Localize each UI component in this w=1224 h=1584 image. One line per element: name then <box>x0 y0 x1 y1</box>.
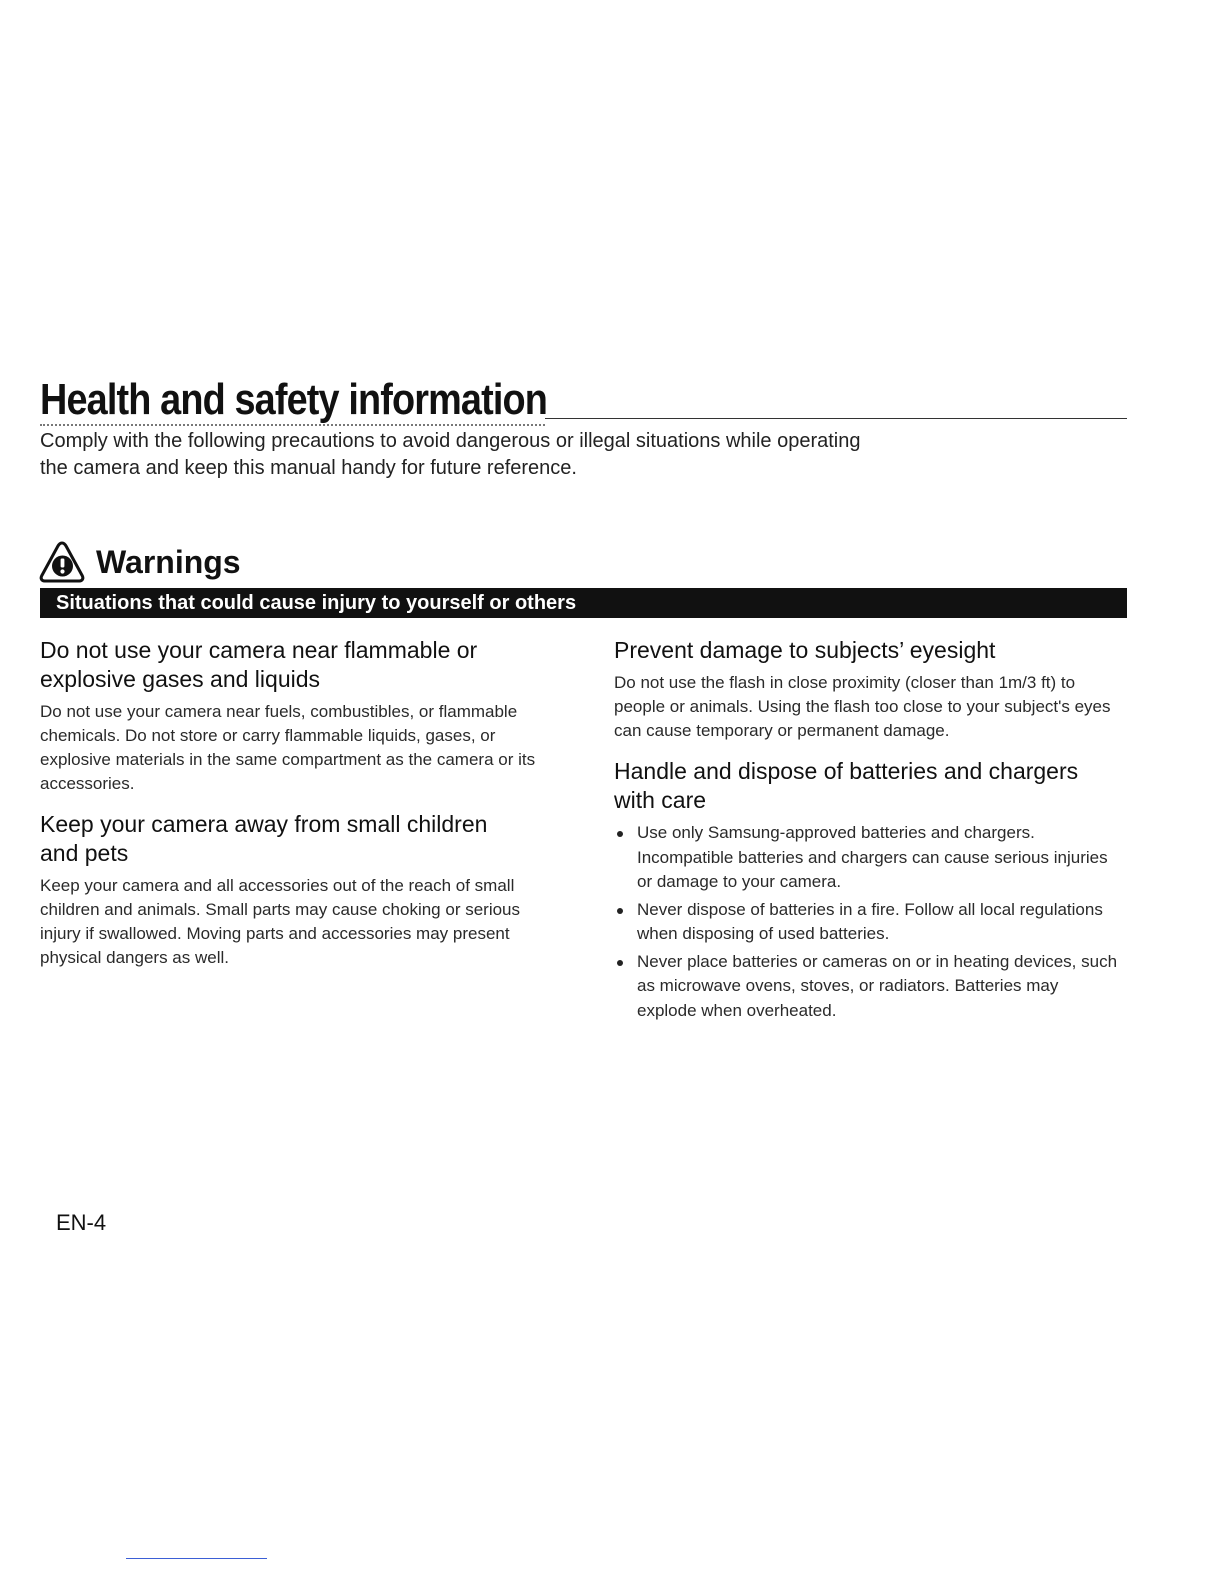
warnings-label: Warnings <box>96 544 241 580</box>
section-heading: Prevent damage to subjects’ eyesight <box>614 637 996 663</box>
heading-line: Handle and dispose of batteries and chargers <box>614 758 1079 784</box>
warning-triangle-icon <box>38 540 86 584</box>
list-item: Never place batteries or cameras on or in heating devices, such as microwave ovens, stoves, or radiators. Batteries may explode when overheated. <box>614 950 1119 1024</box>
intro-paragraph <box>40 428 920 482</box>
right-column <box>614 636 1119 1026</box>
section-eyesight <box>614 636 1119 743</box>
section-heading <box>40 810 565 868</box>
section-flammable <box>40 636 565 796</box>
title-dotted-rule <box>40 424 545 426</box>
section-body: Do not use the flash in close proximity (closer than 1m/3 ft) to people or animals. Using the flash too close to your subject's eyes can cause temporary or permanent damage. <box>614 673 1111 740</box>
situations-banner <box>40 588 1127 618</box>
title-underline <box>545 418 1127 419</box>
list-item: Use only Samsung-approved batteries and chargers. Incompatible batteries and chargers can cause serious injuries or damage to your camera. <box>614 821 1119 895</box>
banner-text: Situations that could cause injury to yourself or others <box>56 592 577 614</box>
heading-line: explosive gases and liquids <box>40 666 321 692</box>
battery-bullet-list <box>614 821 1119 1023</box>
page-title: Health and safety information <box>40 375 548 424</box>
section-heading <box>614 757 1119 815</box>
intro-line-2: the camera and keep this manual handy for future reference. <box>40 457 577 479</box>
section-heading <box>40 636 565 694</box>
heading-line: and pets <box>40 840 129 866</box>
page-number: EN-4 <box>56 1210 107 1235</box>
heading-line: Do not use your camera near flammable or <box>40 637 478 663</box>
list-item: Never dispose of batteries in a fire. Follow all local regulations when disposing of used batteries. <box>614 898 1119 947</box>
section-body: Do not use your camera near fuels, combustibles, or flammable chemicals. Do not store or carry flammable liquids, gases, or explosive materials in the same compartment as the camera or its accessories. <box>40 702 536 793</box>
section-body: Keep your camera and all accessories out of the reach of small children and animals. Small parts may cause choking or serious injury if swallowed. Moving parts and accessories may present physical dangers as well. <box>40 876 521 967</box>
bottom-rule <box>126 1558 267 1559</box>
left-column <box>40 636 565 984</box>
intro-line-1: Comply with the following precautions to avoid dangerous or illegal situations while operating <box>40 430 861 452</box>
heading-line: Keep your camera away from small children <box>40 811 488 837</box>
section-children-pets <box>40 810 565 970</box>
section-batteries <box>614 757 1119 1023</box>
heading-line: with care <box>614 787 707 813</box>
warnings-heading <box>38 540 241 584</box>
